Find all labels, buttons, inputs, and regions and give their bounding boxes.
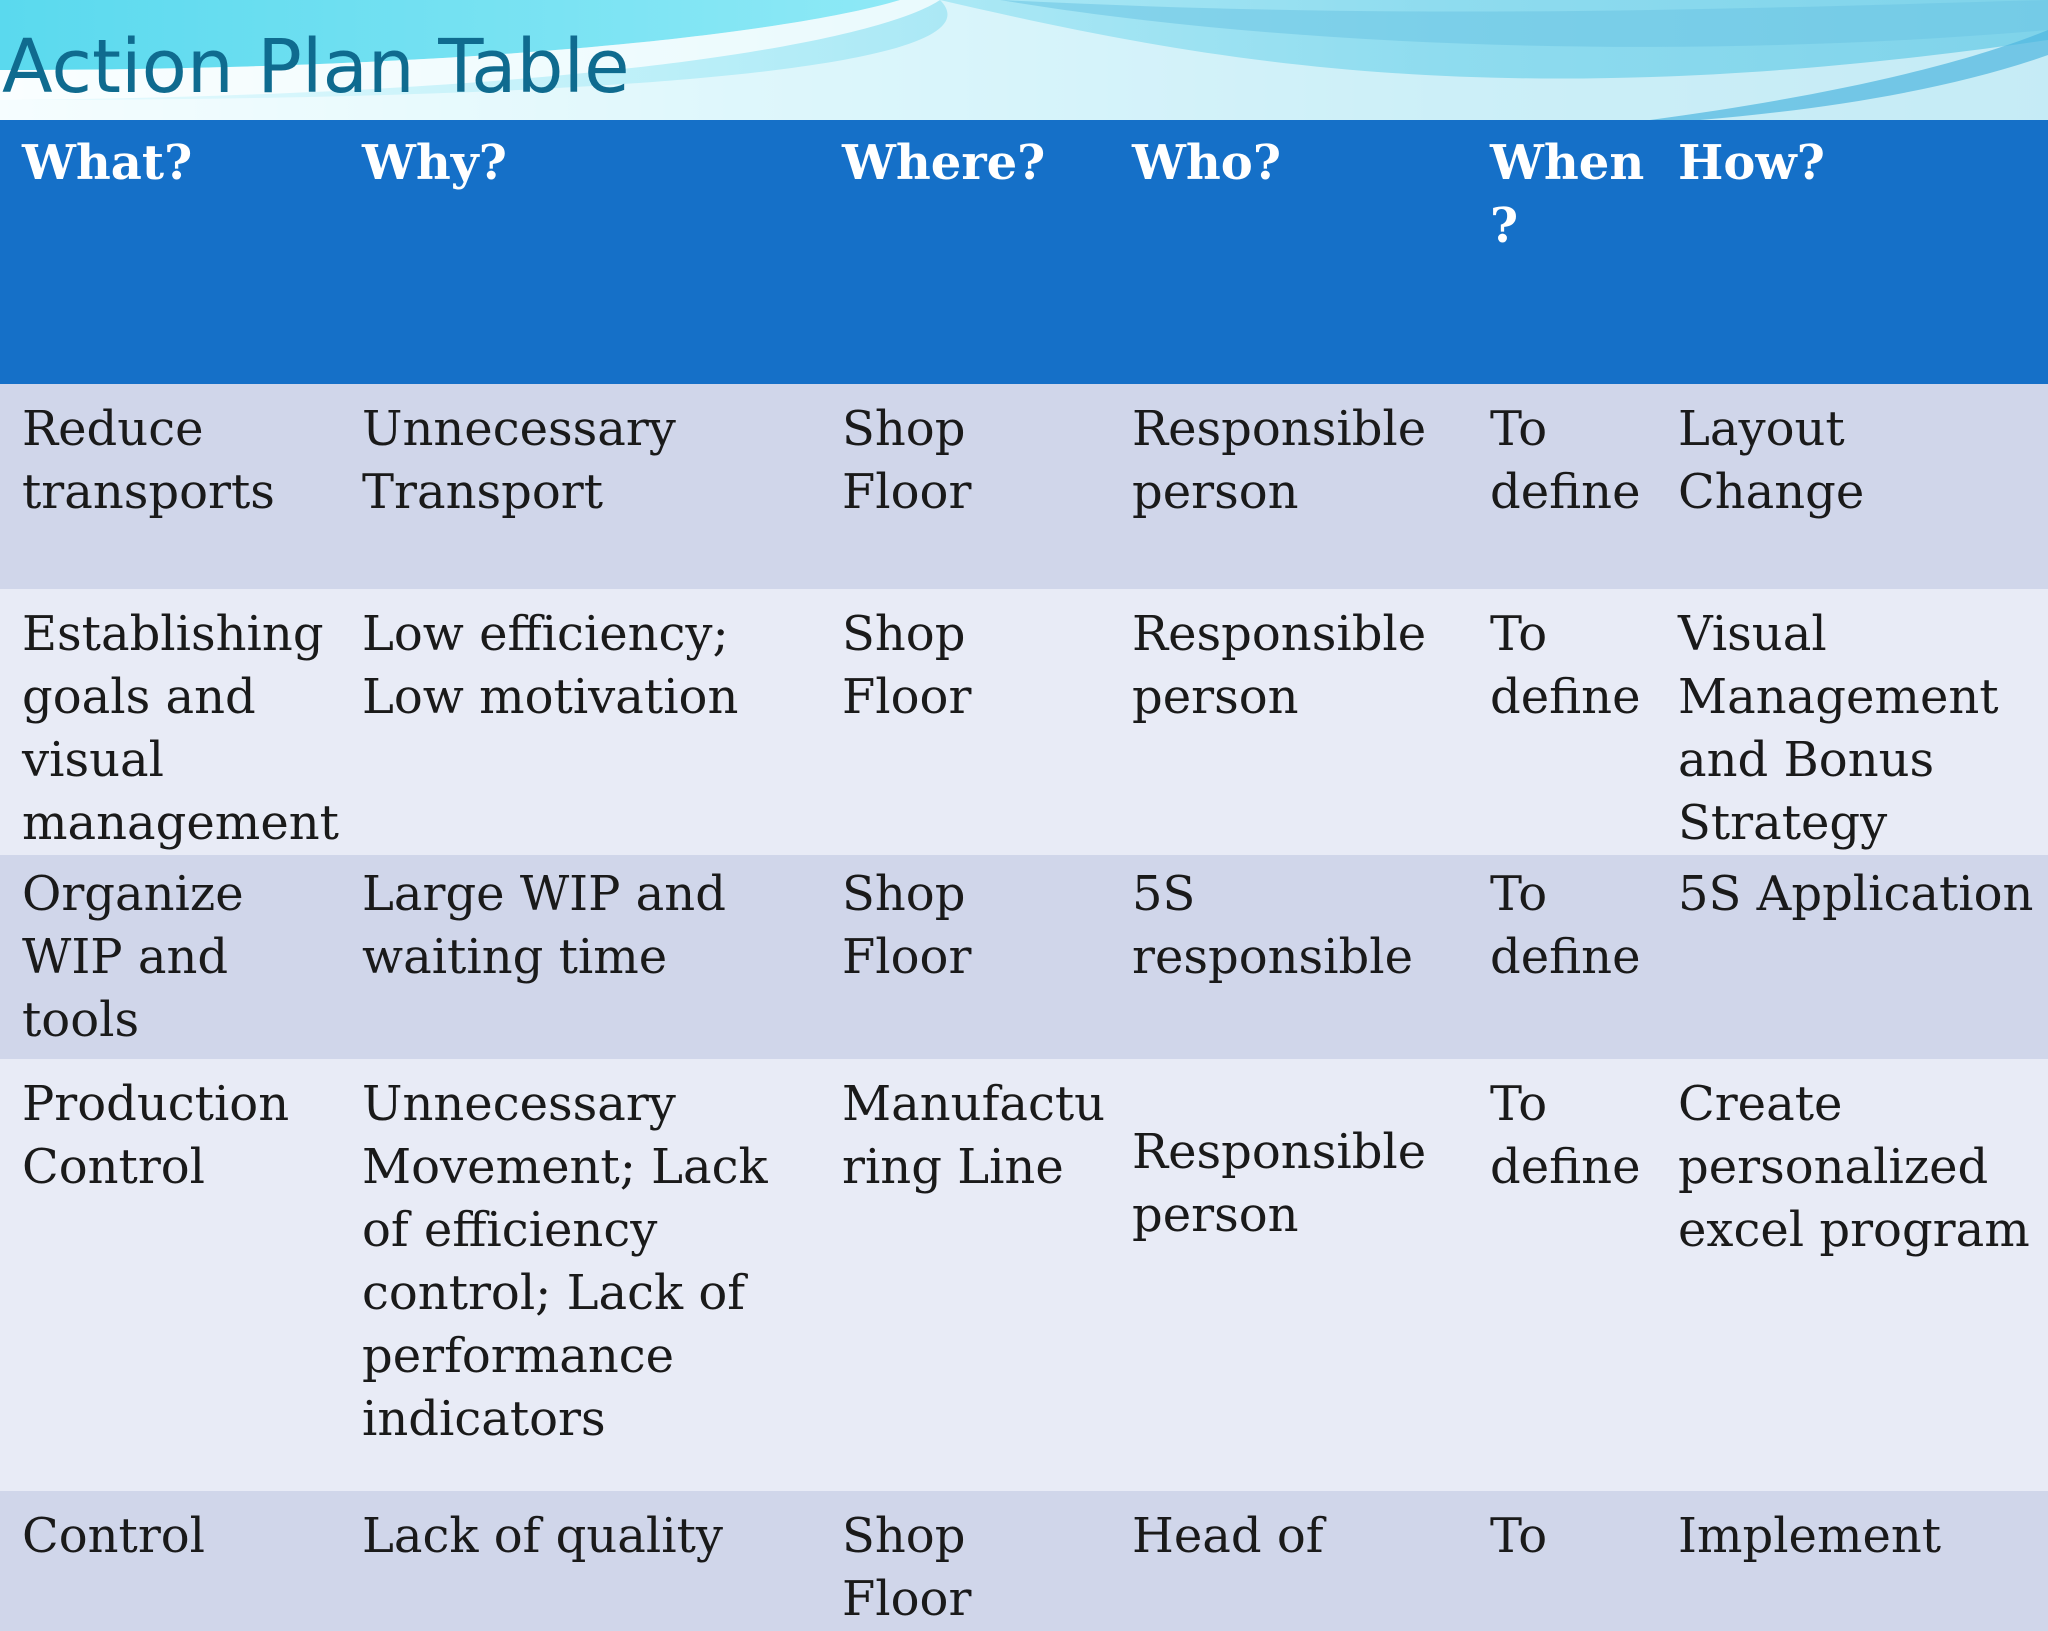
cell-how: Visual Management and Bonus Strategy xyxy=(1656,589,2048,855)
column-header-why: Why? xyxy=(340,120,820,384)
table-header-row xyxy=(0,120,2048,384)
cell-why: Large WIP and waiting time xyxy=(340,855,820,1059)
cell-where: Shop Floor xyxy=(820,589,1110,855)
column-header-where: Where? xyxy=(820,120,1110,384)
cell-how: 5S Application xyxy=(1656,855,2048,1059)
cell-why: Lack of quality xyxy=(340,1491,820,1631)
cell-who: 5S responsible xyxy=(1110,855,1468,1059)
table-row xyxy=(0,1059,2048,1491)
column-header-who: Who? xyxy=(1110,120,1468,384)
cell-where: Shop Floor xyxy=(820,1491,1110,1631)
cell-when: To define xyxy=(1468,384,1656,589)
cell-what: Production Control xyxy=(0,1059,340,1491)
cell-what: Reduce transports xyxy=(0,384,340,589)
header-banner xyxy=(0,0,2048,120)
column-header-how: How? xyxy=(1656,120,2048,384)
cell-where: Shop Floor xyxy=(820,384,1110,589)
column-header-what: What? xyxy=(0,120,340,384)
column-header-when: When ? xyxy=(1468,120,1656,384)
cell-what: Organize WIP and tools xyxy=(0,855,340,1059)
cell-when: To define xyxy=(1468,855,1656,1059)
cell-what: Control xyxy=(0,1491,340,1631)
table-row xyxy=(0,855,2048,1059)
page-title: Action Plan Table xyxy=(2,24,630,110)
cell-who: Head of xyxy=(1110,1491,1468,1631)
cell-where: Manufactu ring Line xyxy=(820,1059,1110,1491)
table-row xyxy=(0,1491,2048,1631)
action-plan-table-container xyxy=(0,120,2048,1627)
cell-why: Unnecessary Transport xyxy=(340,384,820,589)
table-row xyxy=(0,384,2048,589)
cell-how: Create personalized excel program xyxy=(1656,1059,2048,1491)
cell-why: Low efficiency; Low motivation xyxy=(340,589,820,855)
cell-when: To xyxy=(1468,1491,1656,1631)
cell-why: Unnecessary Movement; Lack of efficiency control; Lack of performance indicators xyxy=(340,1059,820,1491)
table-row xyxy=(0,589,2048,855)
cell-where: Shop Floor xyxy=(820,855,1110,1059)
cell-how: Implement xyxy=(1656,1491,2048,1631)
cell-who: Responsible person xyxy=(1110,1059,1468,1491)
cell-how: Layout Change xyxy=(1656,384,2048,589)
cell-who: Responsible person xyxy=(1110,589,1468,855)
cell-when: To define xyxy=(1468,1059,1656,1491)
cell-when: To define xyxy=(1468,589,1656,855)
cell-who: Responsible person xyxy=(1110,384,1468,589)
cell-what: Establishing goals and visual management xyxy=(0,589,340,855)
action-plan-table xyxy=(0,120,2048,1631)
